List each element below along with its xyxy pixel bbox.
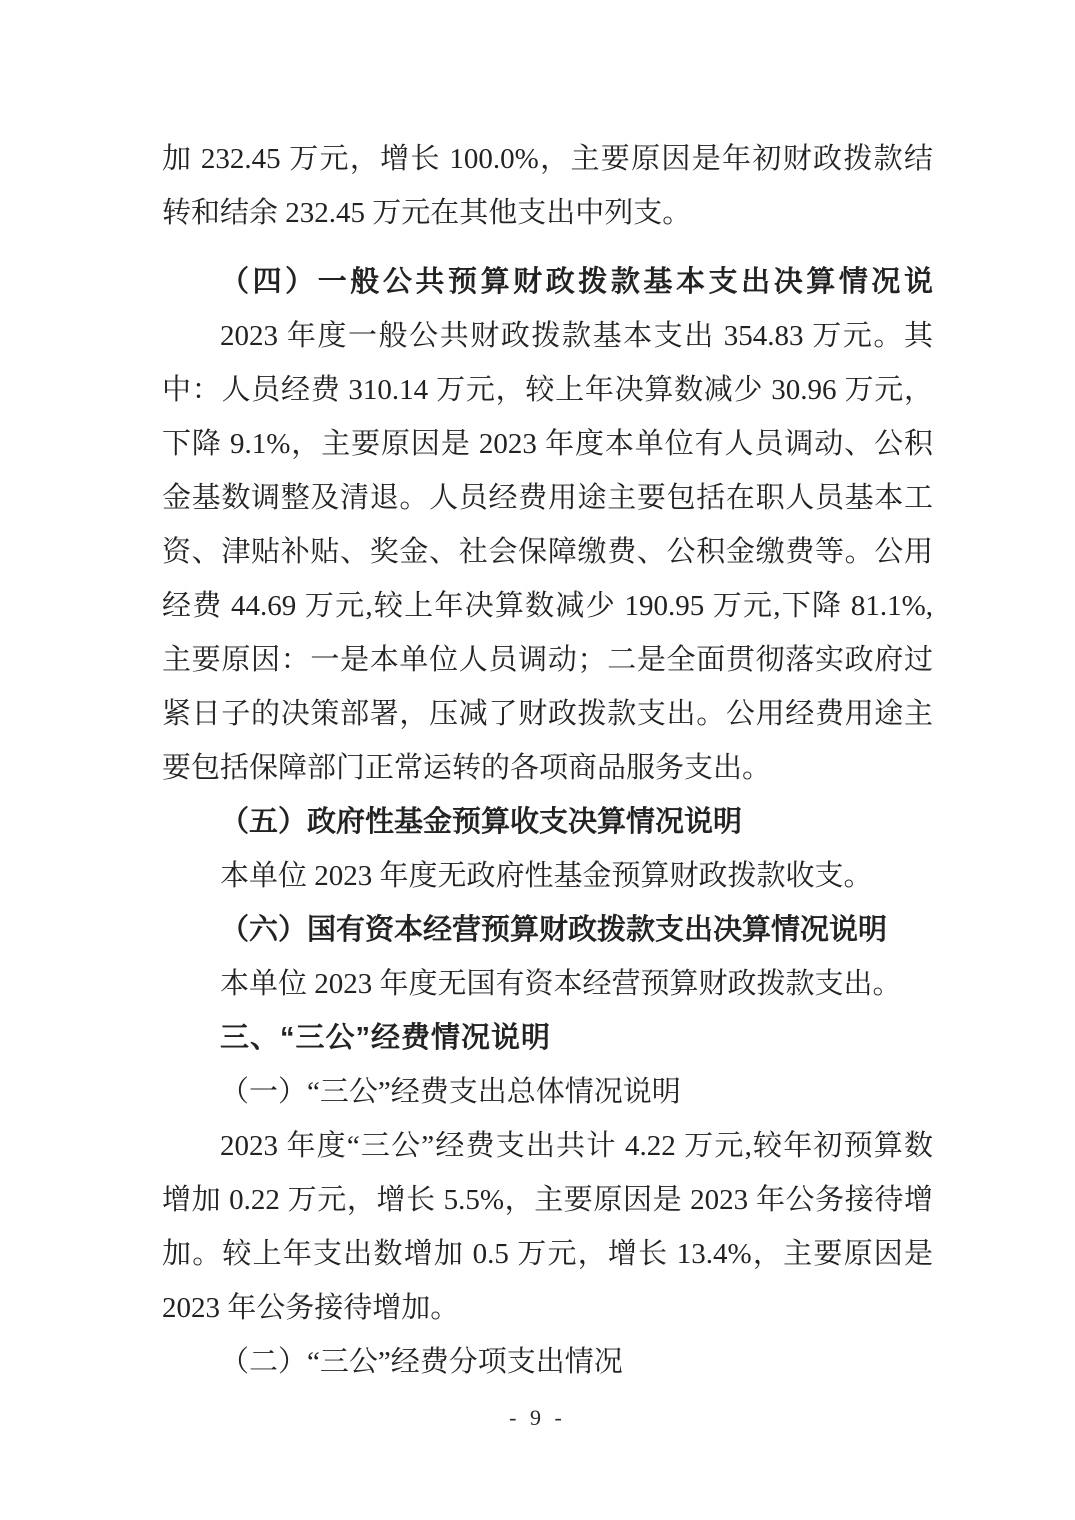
paragraph-line: 2023 年度“三公”经费支出共计 4.22 万元,较年初预算数 (220, 1130, 933, 1162)
paragraph-line: 加。较上年支出数增加 0.5 万元，增长 13.4%，主要原因是 (162, 1238, 933, 1270)
paragraph-line: 2023 年公务接待增加。 (162, 1292, 460, 1324)
document-body (162, 132, 933, 1389)
paragraph-line: 紧日子的决策部署，压减了财政拨款支出。公用经费用途主 (162, 698, 933, 730)
page-number: - 9 - (509, 1405, 566, 1430)
paragraph-line: 本单位 2023 年度无政府性基金预算财政拨款收支。 (220, 860, 873, 892)
paragraph-line: 经费 44.69 万元,较上年决算数减少 190.95 万元,下降 81.1%, (162, 590, 933, 622)
paragraph-line: 本单位 2023 年度无国有资本经营预算财政拨款支出。 (220, 968, 902, 1000)
paragraph-line: 转和结余 232.45 万元在其他支出中列支。 (162, 197, 692, 229)
paragraph-line: 加 232.45 万元，增长 100.0%，主要原因是年初财政拨款结 (162, 143, 933, 175)
heading-line: （五）政府性基金预算收支决算情况说明 (220, 806, 743, 838)
paragraph-line: 资、津贴补贴、奖金、社会保障缴费、公积金缴费等。公用 (162, 536, 933, 568)
heading-line: （一）“三公”经费支出总体情况说明 (220, 1076, 681, 1108)
paragraph-line: 中：人员经费 310.14 万元，较上年决算数减少 30.96 万元， (162, 374, 933, 406)
paragraph-line: 下降 9.1%，主要原因是 2023 年度本单位有人员调动、公积 (162, 428, 933, 460)
heading-line: （四）一般公共预算财政拨款基本支出决算情况说 (220, 266, 933, 298)
paragraph-line: 增加 0.22 万元，增长 5.5%，主要原因是 2023 年公务接待增 (162, 1184, 933, 1216)
paragraph-line: 要包括保障部门正常运转的各项商品服务支出。 (162, 752, 772, 784)
heading-line: 三、“三公”经费情况说明 (220, 1022, 552, 1054)
paragraph-line: 金基数调整及清退。人员经费用途主要包括在职人员基本工 (162, 482, 933, 514)
paragraph-line: 2023 年度一般公共财政拨款基本支出 354.83 万元。其 (220, 320, 933, 352)
paragraph-line: 主要原因：一是本单位人员调动；二是全面贯彻落实政府过 (162, 644, 933, 676)
heading-line: （六）国有资本经营预算财政拨款支出决算情况说明 (220, 914, 888, 946)
heading-line: （二）“三公”经费分项支出情况 (220, 1346, 623, 1378)
